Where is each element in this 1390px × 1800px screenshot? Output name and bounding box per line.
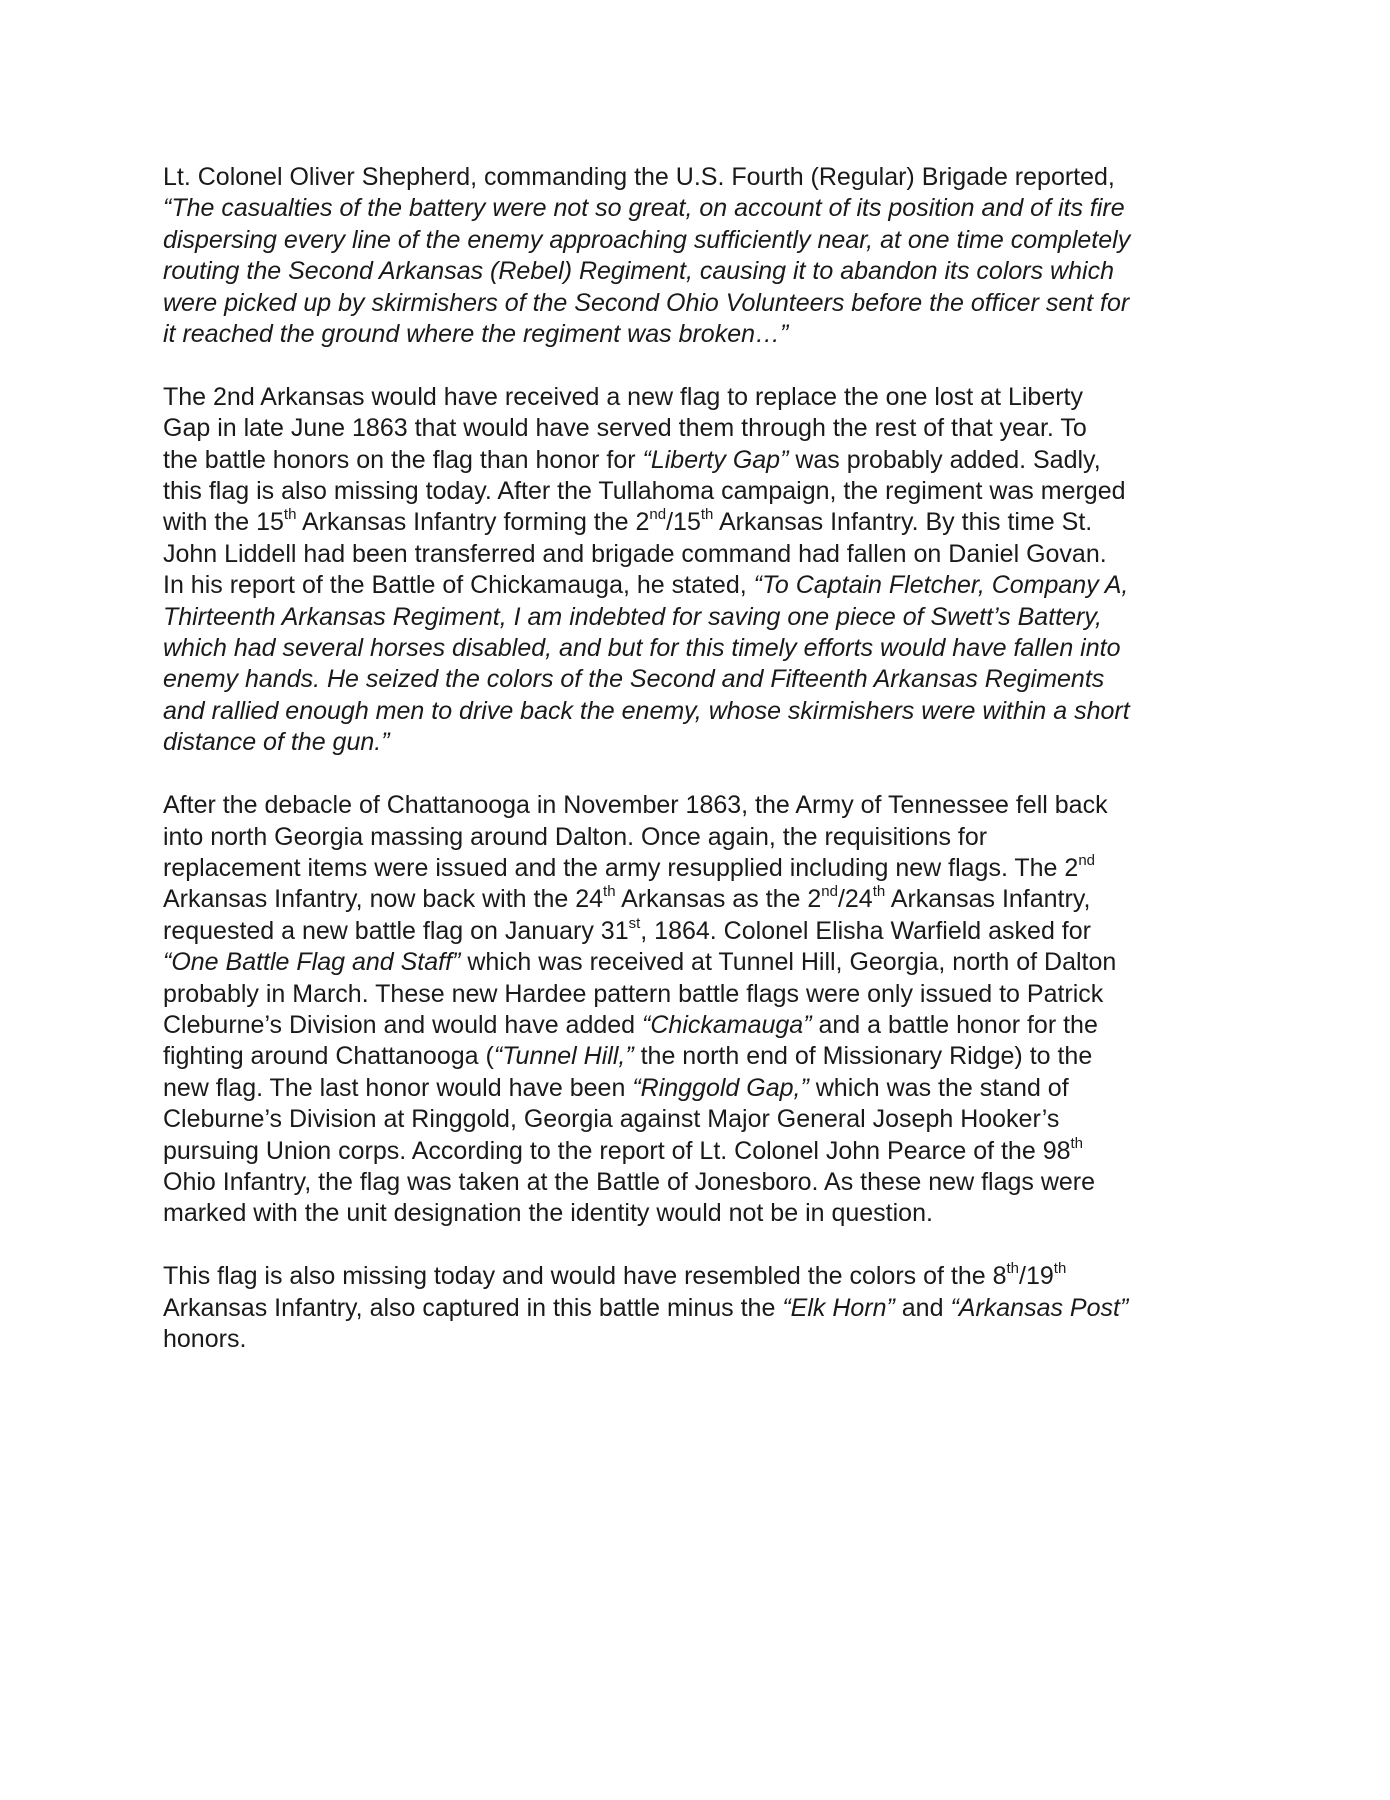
text-run: John Liddell had been transferred and brigade command had fallen on Daniel Govan. — [163, 539, 1107, 568]
text-run: new flag. The last honor would have been — [163, 1073, 633, 1102]
text-line — [163, 288, 1243, 319]
text-line — [163, 664, 1243, 695]
text-line — [163, 633, 1243, 664]
text-line — [163, 853, 1243, 884]
italic-text: “Arkansas Post” — [950, 1293, 1129, 1322]
italic-text: “Chickamauga” — [642, 1010, 812, 1039]
italic-text: “One Battle Flag and Staff” — [163, 948, 461, 977]
text-line — [163, 602, 1243, 633]
italic-text: “Elk Horn” — [782, 1293, 895, 1322]
text-line — [163, 319, 1243, 350]
italic-text: were picked up by skirmishers of the Second Ohio Volunteers before the officer sent for — [163, 288, 1130, 317]
ordinal-suffix: st — [628, 914, 641, 932]
text-run: the battle honors on the flag than honor for — [163, 445, 643, 474]
text-line — [163, 822, 1243, 853]
text-line — [163, 916, 1243, 947]
text-run: In his report of the Battle of Chickamauga, he stated, — [163, 571, 754, 600]
text-line — [163, 1073, 1243, 1104]
text-line — [163, 1010, 1243, 1041]
text-run: Arkansas Infantry. By this time St. — [713, 508, 1093, 537]
text-run: into north Georgia massing around Dalton. Once again, the requisitions for — [163, 822, 988, 851]
text-run: was probably added. Sadly, — [788, 445, 1101, 474]
text-run: which was the stand of — [808, 1073, 1069, 1102]
text-run: , 1864. Colonel Elisha Warfield asked for — [640, 916, 1091, 945]
ordinal-suffix: th — [1053, 1260, 1067, 1278]
text-run: After the debacle of Chattanooga in November 1863, the Army of Tennessee fell back — [163, 791, 1108, 820]
text-line — [163, 884, 1243, 915]
text-run: which was received at Tunnel Hill, Georgia, north of Dalton — [460, 948, 1117, 977]
italic-text: “Tunnel Hill,” — [493, 1042, 634, 1071]
text-line — [163, 1136, 1243, 1167]
text-run: Arkansas Infantry, also captured in this battle minus the — [163, 1293, 783, 1322]
italic-text: it reached the ground where the regiment was broken…” — [163, 320, 789, 349]
ordinal-suffix: th — [700, 506, 714, 524]
text-run: Cleburne’s Division at Ringgold, Georgia against Major General Joseph Hooker’s — [163, 1105, 1060, 1134]
text-line — [163, 1198, 1243, 1229]
text-line — [163, 1293, 1243, 1324]
text-line — [163, 727, 1243, 758]
italic-text: and rallied enough men to drive back the enemy, whose skirmishers were within a short — [163, 696, 1130, 725]
italic-text: which had several horses disabled, and but for this timely efforts would have fallen into — [163, 634, 1121, 663]
italic-text: routing the Second Arkansas (Rebel) Regiment, causing it to abandon its colors which — [163, 257, 1114, 286]
text-run: and a battle honor for the — [811, 1010, 1098, 1039]
text-run: /24 — [837, 885, 873, 914]
text-run: with the 15 — [163, 508, 284, 537]
text-line — [163, 162, 1243, 193]
text-line — [163, 539, 1243, 570]
text-run: the north end of Missionary Ridge) to the — [633, 1042, 1093, 1071]
text-run: probably in March. These new Hardee pattern battle flags were only issued to Patrick — [163, 979, 1104, 1008]
ordinal-suffix: nd — [649, 506, 667, 524]
ordinal-suffix: nd — [1078, 851, 1095, 869]
document-body — [163, 162, 1243, 1355]
text-run: pursuing Union corps. According to the report of Lt. Colonel John Pearce of the 98 — [163, 1136, 1071, 1165]
text-line — [163, 1104, 1243, 1135]
text-line — [163, 225, 1243, 256]
text-line — [163, 507, 1243, 538]
text-run: Gap in late June 1863 that would have served them through the rest of that year. To — [163, 414, 1087, 443]
text-run: Ohio Infantry, the flag was taken at the Battle of Jonesboro. As these new flags were — [163, 1167, 1096, 1196]
text-line — [163, 476, 1243, 507]
ordinal-suffix: th — [603, 883, 616, 901]
ordinal-suffix: th — [283, 506, 297, 524]
text-line — [163, 1261, 1243, 1292]
text-line — [163, 382, 1243, 413]
text-line — [163, 947, 1243, 978]
text-line — [163, 1041, 1243, 1072]
paragraph — [163, 382, 1243, 759]
text-run: The 2nd Arkansas would have received a new flag to replace the one lost at Liberty — [163, 382, 1084, 411]
text-run: this flag is also missing today. After the Tullahoma campaign, the regiment was merged — [163, 477, 1126, 506]
text-run: Cleburne’s Division and would have added — [163, 1010, 643, 1039]
text-run: Arkansas as the 2 — [615, 885, 822, 914]
document-page — [163, 162, 1243, 1387]
italic-text: Thirteenth Arkansas Regiment, I am indebted for saving one piece of Swett’s Battery, — [163, 602, 1102, 631]
text-line — [163, 696, 1243, 727]
paragraph — [163, 790, 1243, 1230]
text-run: fighting around Chattanooga ( — [163, 1042, 494, 1071]
paragraph — [163, 1261, 1243, 1355]
italic-text: “Liberty Gap” — [642, 445, 789, 474]
ordinal-suffix: nd — [821, 883, 838, 901]
italic-text: distance of the gun.” — [163, 728, 390, 757]
paragraph — [163, 162, 1243, 350]
italic-text: “To Captain Fletcher, Company A, — [753, 571, 1129, 600]
italic-text: dispersing every line of the enemy approaching sufficiently near, at one time completely — [163, 225, 1131, 254]
text-run: Arkansas Infantry, — [885, 885, 1091, 914]
ordinal-suffix: th — [1006, 1260, 1020, 1278]
text-run: This flag is also missing today and would have resembled the colors of the 8 — [163, 1262, 1007, 1291]
text-line — [163, 413, 1243, 444]
text-line — [163, 256, 1243, 287]
text-run: requested a new battle flag on January 31 — [163, 916, 629, 945]
text-line — [163, 979, 1243, 1010]
text-line — [163, 1167, 1243, 1198]
italic-text: “Ringgold Gap,” — [632, 1073, 809, 1102]
text-run: marked with the unit designation the identity would not be in question. — [163, 1199, 933, 1228]
ordinal-suffix: th — [872, 883, 886, 901]
text-run: Arkansas Infantry forming the 2 — [296, 508, 650, 537]
text-line — [163, 570, 1243, 601]
italic-text: “The casualties of the battery were not so great, on account of its position and of its fire — [163, 194, 1125, 223]
text-run: /19 — [1019, 1262, 1054, 1291]
text-run: replacement items were issued and the army resupplied including new flags. The 2 — [163, 853, 1079, 882]
text-run: and — [894, 1293, 951, 1322]
text-run: Lt. Colonel Oliver Shepherd, commanding the U.S. Fourth (Regular) Brigade reported, — [163, 163, 1115, 191]
text-line — [163, 1324, 1243, 1355]
italic-text: enemy hands. He seized the colors of the Second and Fifteenth Arkansas Regiments — [163, 665, 1105, 694]
text-run: Arkansas Infantry, now back with the 24 — [163, 885, 604, 914]
text-line — [163, 193, 1243, 224]
text-run: /15 — [666, 508, 701, 537]
text-line — [163, 445, 1243, 476]
text-run: honors. — [163, 1324, 247, 1353]
text-line — [163, 790, 1243, 821]
ordinal-suffix: th — [1070, 1134, 1084, 1152]
